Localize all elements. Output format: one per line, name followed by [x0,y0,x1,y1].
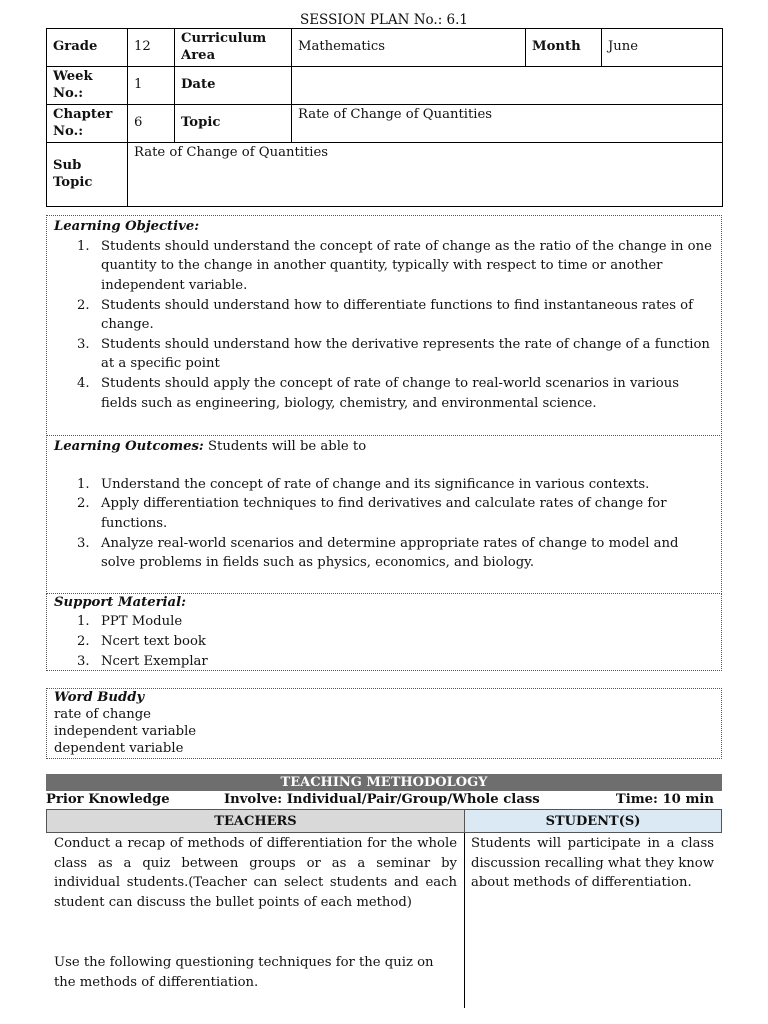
month-value: June [602,29,723,67]
word-buddy-item: rate of change [54,707,151,722]
chapter-value: 6 [128,105,175,143]
list-item: 3. Analyze real-world scenarios and determine appropriate rates of change to model and solve problems in fields such as physics, economics, and biology. [77,535,679,571]
list-item: 3. Students should understand how the derivative represents the rate of change of a function at a specific point [77,336,710,372]
month-label: Month [526,29,602,67]
subtopic-label: Sub Topic [47,143,128,207]
week-label: Week No.: [47,67,128,105]
week-value: 1 [128,67,175,105]
subtopic-value: Rate of Change of Quantities [128,143,723,207]
prior-knowledge-label: Prior Knowledge [46,792,170,807]
info-row-subtopic [47,143,723,207]
session-info-table [46,28,723,207]
support-material-heading: Support Material: [54,595,186,610]
word-buddy-item: dependent variable [54,741,184,756]
teaching-methodology-header: TEACHING METHODOLOGY [46,774,722,791]
date-value [292,67,723,105]
list-item: 2. Students should understand how to differentiate functions to find instantaneous rates of change. [77,297,693,333]
prior-knowledge-row [46,791,722,809]
word-buddy-heading: Word Buddy [54,690,145,705]
info-row-week [47,67,723,105]
list-item: 4. Students should apply the concept of rate of change to real-world scenarios in various fields such as engineering, biology, chemistry, and environmental science. [77,375,679,411]
list-item: 3. Ncert Exemplar [77,654,208,669]
curriculum-label: Curriculum Area [175,29,292,67]
grade-label: Grade [47,29,128,67]
list-item: 2. Apply differentiation techniques to find derivatives and calculate rates of change for functions. [77,496,667,531]
teachers-column-header: TEACHERS [46,809,465,833]
teachers-activity [54,834,457,992]
learning-outcomes-list [47,475,721,573]
info-row-chapter [47,105,723,143]
students-column-header: STUDENT(S) [464,809,722,833]
learning-objective-list [47,237,721,413]
list-item: 2. Ncert text book [77,634,206,649]
learning-outcomes-intro: Students will be able to [203,439,367,454]
support-material-box [46,593,722,671]
word-buddy-item: independent variable [54,724,197,739]
involve-label: Involve: Individual/Pair/Group/Whole class [224,792,540,807]
topic-label: Topic [175,105,292,143]
learning-objective-heading: Learning Objective: [54,219,200,234]
list-item: 1. PPT Module [77,614,183,629]
grade-value: 12 [128,29,175,67]
word-buddy-box [46,688,722,759]
teachers-text-2: Use the following questioning techniques for the quiz on the methods of differentiation. [54,954,434,990]
column-divider [464,833,465,1008]
list-item: 1. Students should understand the concept of rate of change as the ratio of the change in one quantity to the change in another quantity, typically with respect to time or another independent variable. [77,238,712,293]
students-activity: Students will participate in a class discussion recalling what they know about methods of differentiation. [471,836,714,891]
learning-outcomes-box [46,435,722,594]
curriculum-value: Mathematics [292,29,526,67]
info-row-grade [47,29,723,67]
learning-objective-box [46,215,722,436]
date-label: Date [175,67,292,105]
chapter-label: Chapter No.: [47,105,128,143]
support-material-list [47,612,721,672]
time-label: Time: 10 min [615,792,714,807]
learning-outcomes-heading: Learning Outcomes: [54,439,204,454]
topic-value: Rate of Change of Quantities [292,105,723,143]
session-plan-title: SESSION PLAN No.: 6.1 [299,12,469,28]
list-item: 1. Understand the concept of rate of change and its significance in various contexts. [77,476,650,492]
teachers-text-1: Conduct a recap of methods of differentiation for the whole class as a quiz between groups or as a seminar by individual students.(Teacher can select students and each student can discuss the bullet points of each method) [54,836,457,911]
